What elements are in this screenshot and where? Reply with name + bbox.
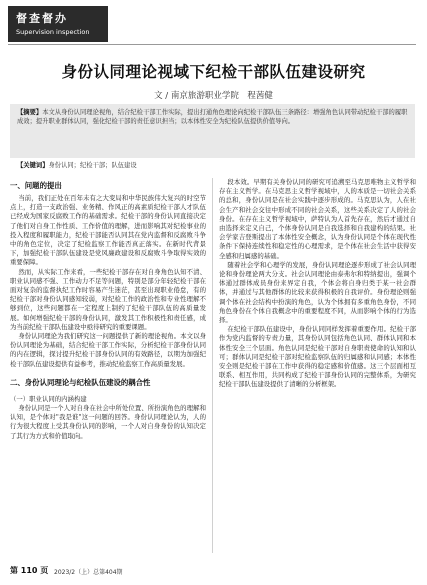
abstract-box [10, 104, 415, 158]
section-tag [8, 6, 108, 42]
paragraph: 身份认同是一个人对自身在社会中所处位置、所扮演角色的理解和认知，是个体对"我是谁"这一问题的回答。身份认同理论认为，人的行为很大程度上受其身份认同的影响，一个人对自身身份的认知决定了其行为方式和价值取向。 [10, 404, 206, 440]
keywords-text: 身份认同；纪检干部；队伍建设 [48, 162, 137, 169]
subsection-heading: （一）职业认同的内涵构建 [10, 394, 87, 403]
section-heading-2: 二、身份认同理论与纪检队伍建设的耦合性 [10, 377, 151, 387]
paragraph: 段本效。早期有关身份认同的研究可追溯至马克思唯物主义哲学和存在主义哲学。在马克思主义哲学视域中，人的本质是一切社会关系的总和，身份认同是在社会实践中逐步形成的。马克思认为，人在社会生产和社会交往中形成不同的社会关系，这些关系决定了人的社会身份。在存在主义哲学视域中，萨特认为人首先存在，然后才通过自由选择来定义自己，个体身份认同是自我选择和自我建构的结果。社会学家吉登斯提出了本体性安全概念，认为身份认同是个体在现代性条件下保持连续性和稳定性的心理需求，是个体在社会生活中获得安全感和归属感的基础。 [219, 178, 416, 260]
section-subtitle: Supervision inspection [16, 28, 90, 36]
abstract-label: 【摘要】 [17, 109, 43, 116]
issue-info: 2023/2（上）总第404期 [54, 569, 123, 576]
header-divider [8, 44, 416, 45]
keywords-label: 【关键词】 [17, 162, 49, 169]
paragraph: 身份认同理论为我们研究这一问题提供了新的理论视角。本文以身份认同理论为基础，结合纪检干部工作实际，分析纪检干部身份认同的内在逻辑，探讨提升纪检干部身份认同的有效路径，以期为加强纪检干部队伍建设提供有益参考，推动纪检监察工作高质量发展。 [10, 332, 206, 368]
column-divider [212, 178, 213, 553]
keywords-line [10, 160, 415, 172]
article-author: 文 / 南京旅游职业学院 程茜健 [154, 91, 273, 101]
body-column-right [219, 178, 416, 553]
page-footer [10, 565, 415, 579]
section-title: 督查督办 [16, 12, 68, 25]
paragraph: 在纪检干部队伍建设中，身份认同同样发挥着重要作用。纪检干部作为党内监督的专责力量，其身份认同包括角色认同、群体认同和本体性安全三个层面。角色认同是纪检干部对自身职责使命的认知和认可；群体认同是纪检干部对纪检监察队伍的归属感和认同感；本体性安全则是纪检干部在工作中获得的稳定感和价值感。这三个层面相互联系、相互作用，共同构成了纪检干部身份认同的完整体系，为研究纪检干部队伍建设提供了清晰的分析框架。 [219, 325, 416, 389]
article-title: 身份认同理论视域下纪检干部队伍建设研究 [61, 62, 366, 81]
page-number: 第 110 页 [10, 566, 49, 575]
paragraph: 随着社会学和心理学的发展，身份认同理论逐步形成了社会认同理论和身份理论两大分支。社会认同理论由泰弗尔和特纳提出，强调个体通过群体成员身份来界定自我，个体会将自身归类于某一社会群体，并通过与其他群体的比较来获得积极的自我评价。身份理论则强调个体在社会结构中扮演的角色，认为个体拥有多重角色身份，不同角色身份在个体自我概念中的重要程度不同，从而影响个体的行为选择。 [219, 260, 416, 325]
paragraph: 然而，从实际工作来看，一些纪检干部存在对自身角色认知不清、职业认同感不强、工作动力不足等问题，特别是部分年轻纪检干部在面对复杂的监督执纪工作时容易产生迷茫，甚至出现职业倦怠，有的纪检干部对身份认同感知较弱，对纪检工作的政治性和专业性理解不够到位，这些问题都在一定程度上制约了纪检干部队伍的高质量发展。如何增强纪检干部的身份认同，激发其工作积极性和责任感，成为当前纪检干部队伍建设中亟待研究的重要课题。 [10, 267, 206, 331]
paragraph: 当前，我们正处在百年未有之大变局和中华民族伟大复兴的时空节点上，打造一支政治强、业务精、作风正的高素质纪检干部人才队伍已经成为国家反腐败工作的基础需求。纪检干部的身份认同直接决定了他们对自身工作性质、工作价值的理解，进而影响其对纪检事业的投入程度和履职能力，纪检干部能否认同其在党内监督和反腐败斗争中的角色定位，决定了纪检监察工作能否真正落实。在新时代背景下，加强纪检干部队伍建设是党风廉政建设和反腐败斗争取得实效的重要保障。 [10, 194, 206, 267]
body-column-left [10, 178, 206, 548]
abstract-text: 本文从身份认同理论视角，结合纪检干部工作实际，提出打通角色理论向纪检干部队伍三条路径：增强角色认同带动纪检干部的履职成效；提升职业群体认同，强化纪检干部的责任意识担当；以本体性安全为纪检队伍提供价值导向。 [17, 109, 408, 126]
section-heading-1: 一、问题的提出 [10, 181, 62, 190]
